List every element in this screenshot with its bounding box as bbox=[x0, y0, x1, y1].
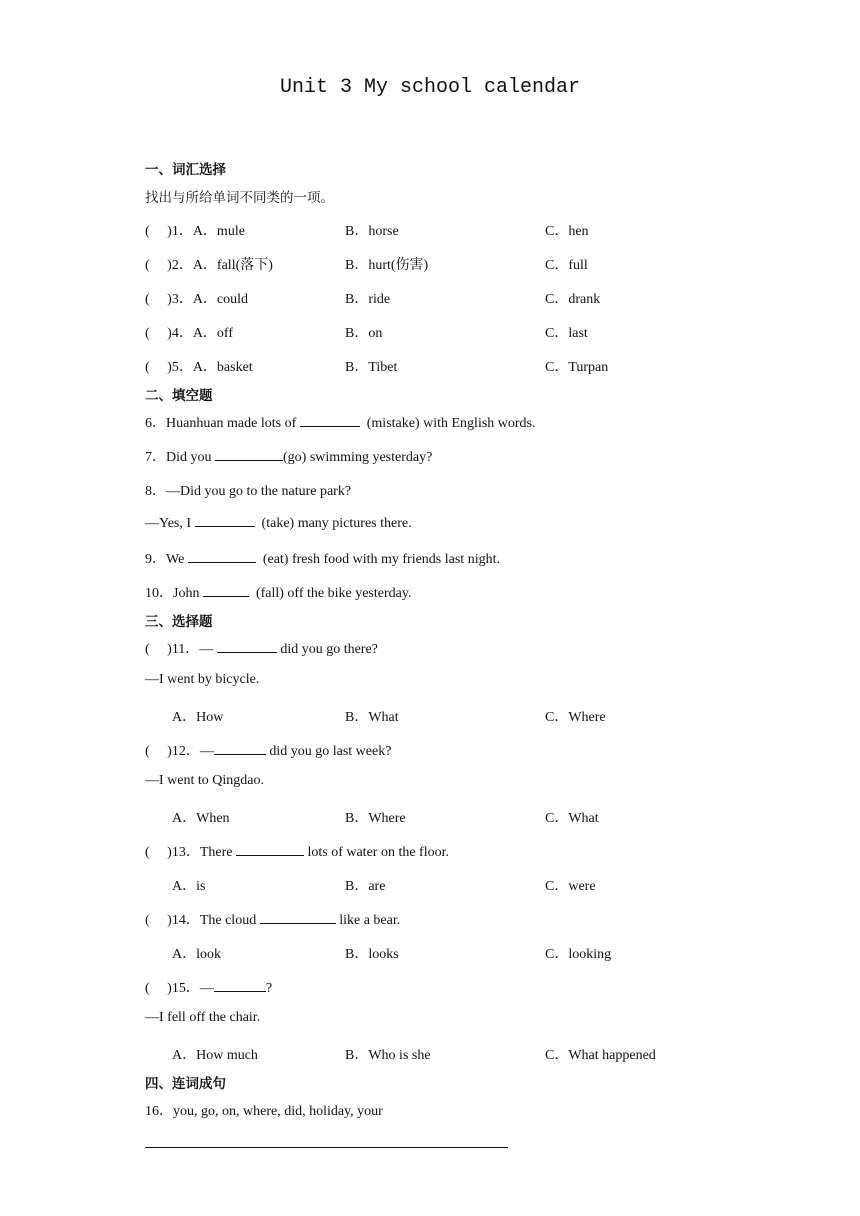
question-8: 8．—Did you go to the nature park? bbox=[145, 484, 352, 499]
answer-blank[interactable] bbox=[214, 742, 266, 755]
question-10 bbox=[145, 582, 411, 602]
question-15-option-a: A．How much bbox=[172, 1048, 258, 1063]
question-9-text-end: (eat) fresh food with my friends last night. bbox=[255, 552, 500, 567]
question-8-reply-text-end: (take) many pictures there. bbox=[254, 516, 412, 531]
question-15-option-b: B．Who is she bbox=[345, 1048, 431, 1063]
question-3-option-a: ( )3．A．could bbox=[145, 292, 249, 307]
question-8-reply-text: —Yes, I bbox=[145, 516, 195, 531]
question-7-text-end: (go) swimming yesterday? bbox=[283, 450, 433, 465]
question-7 bbox=[145, 446, 432, 466]
question-13 bbox=[145, 841, 449, 861]
answer-blank[interactable] bbox=[300, 414, 360, 427]
answer-blank[interactable] bbox=[217, 640, 277, 653]
question-5-option-c: C．Turpan bbox=[545, 360, 609, 375]
question-3-option-b: B．ride bbox=[345, 292, 391, 307]
section-2-heading: 二、填空题 bbox=[145, 388, 213, 404]
question-11-reply: —I went by bicycle. bbox=[145, 672, 260, 687]
section-1-heading: 一、词汇选择 bbox=[145, 162, 226, 178]
question-12-option-b: B．Where bbox=[345, 811, 406, 826]
page-title: Unit 3 My school calendar bbox=[279, 76, 581, 99]
question-10-text: 10．John bbox=[145, 586, 203, 601]
question-4-option-b: B．on bbox=[345, 326, 383, 341]
question-1-option-a: ( )1．A．mule bbox=[145, 224, 245, 239]
question-13-option-c: C．were bbox=[545, 879, 596, 894]
answer-blank[interactable] bbox=[195, 514, 255, 527]
section-4-heading: 四、连词成句 bbox=[145, 1076, 226, 1092]
question-14 bbox=[145, 909, 400, 929]
question-4-option-c: C．last bbox=[545, 326, 588, 341]
question-11-option-b: B．What bbox=[345, 710, 399, 725]
question-12-option-c: C．What bbox=[545, 811, 599, 826]
question-5-option-b: B．Tibet bbox=[345, 360, 398, 375]
question-16: 16．you, go, on, where, did, holiday, your bbox=[145, 1104, 383, 1119]
question-10-text-end: (fall) off the bike yesterday. bbox=[248, 586, 412, 601]
question-12-text-end: did you go last week? bbox=[265, 744, 392, 759]
question-13-text-end: lots of water on the floor. bbox=[303, 845, 449, 860]
question-12-option-a: A．When bbox=[172, 811, 230, 826]
question-14-text-end: like a bear. bbox=[335, 913, 401, 928]
question-15-option-c: C．What happened bbox=[545, 1048, 656, 1063]
question-5-option-a: ( )5．A．basket bbox=[145, 360, 253, 375]
answer-line[interactable] bbox=[145, 1147, 508, 1148]
question-11 bbox=[145, 638, 378, 658]
question-9-text: 9．We bbox=[145, 552, 188, 567]
question-1-option-b: B．horse bbox=[345, 224, 399, 239]
section-3-heading: 三、选择题 bbox=[145, 614, 213, 630]
question-14-option-a: A．look bbox=[172, 947, 221, 962]
question-13-option-b: B．are bbox=[345, 879, 386, 894]
question-11-option-a: A．How bbox=[172, 710, 224, 725]
question-14-option-b: B．looks bbox=[345, 947, 399, 962]
question-14-option-c: C．looking bbox=[545, 947, 612, 962]
question-14-text: ( )14．The cloud bbox=[145, 913, 260, 928]
section-1-instruction: 找出与所给单词不同类的一项。 bbox=[145, 190, 334, 206]
question-7-text: 7．Did you bbox=[145, 450, 215, 465]
answer-blank[interactable] bbox=[236, 843, 304, 856]
answer-blank[interactable] bbox=[188, 550, 256, 563]
question-6-text-end: (mistake) with English words. bbox=[359, 416, 536, 431]
question-11-option-c: C．Where bbox=[545, 710, 606, 725]
question-15-text: ( )15．— bbox=[145, 981, 214, 996]
question-2-option-c: C．full bbox=[545, 258, 588, 273]
answer-blank[interactable] bbox=[215, 448, 283, 461]
question-13-text: ( )13．There bbox=[145, 845, 236, 860]
question-11-text: ( )11．— bbox=[145, 642, 217, 657]
question-13-option-a: A．is bbox=[172, 879, 206, 894]
question-4-option-a: ( )4．A．off bbox=[145, 326, 234, 341]
question-8-reply bbox=[145, 514, 412, 532]
question-12 bbox=[145, 740, 391, 760]
question-9 bbox=[145, 548, 500, 568]
question-15 bbox=[145, 977, 272, 997]
answer-blank[interactable] bbox=[214, 979, 266, 992]
question-12-text: ( )12．— bbox=[145, 744, 214, 759]
question-2-option-b: B．hurt(伤害) bbox=[345, 258, 429, 273]
question-1-option-c: C．hen bbox=[545, 224, 589, 239]
question-12-reply: —I went to Qingdao. bbox=[145, 773, 264, 788]
answer-blank[interactable] bbox=[260, 911, 336, 924]
question-6 bbox=[145, 412, 536, 432]
question-3-option-c: C．drank bbox=[545, 292, 601, 307]
answer-blank[interactable] bbox=[203, 584, 249, 597]
question-6-text: 6．Huanhuan made lots of bbox=[145, 416, 300, 431]
question-2-option-a: ( )2．A．fall(落下) bbox=[145, 258, 273, 273]
question-11-text-end: did you go there? bbox=[276, 642, 378, 657]
question-15-reply: —I fell off the chair. bbox=[145, 1010, 261, 1025]
question-15-text-end: ? bbox=[265, 981, 273, 996]
